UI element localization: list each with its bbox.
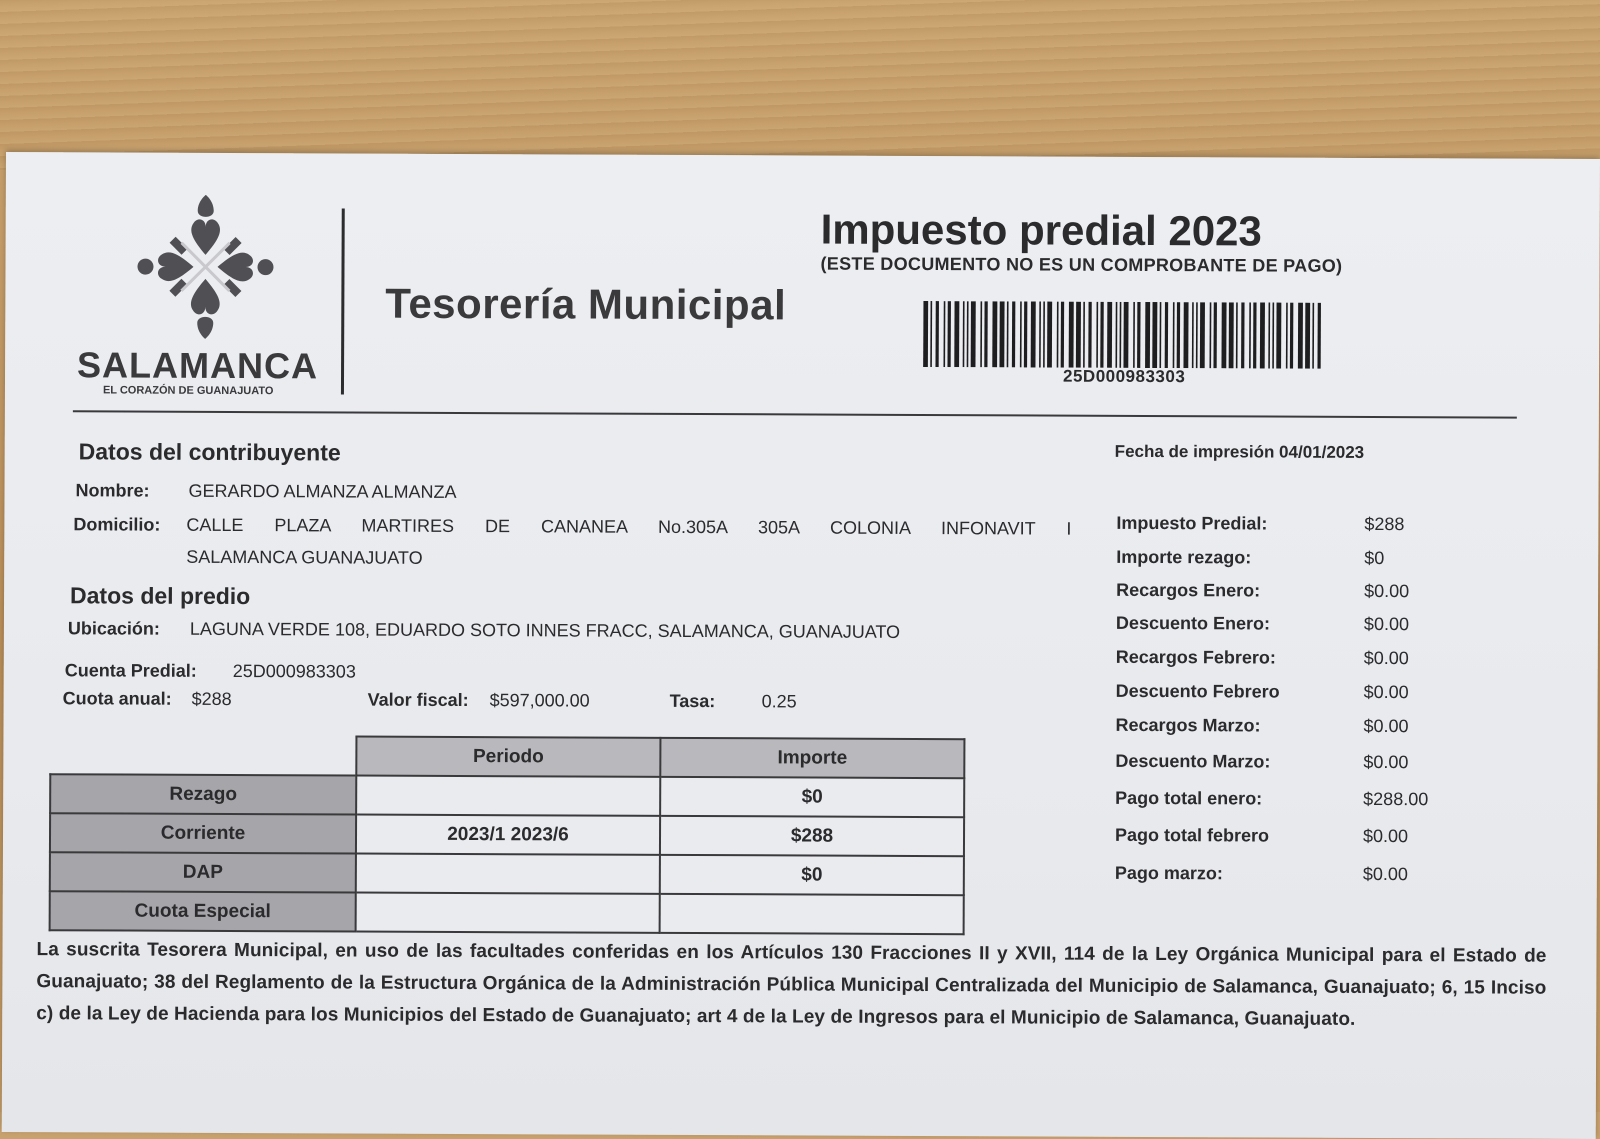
- summary-value: $0.00: [1362, 863, 1408, 885]
- domicilio-line1: CALLE PLAZA MARTIRES DE CANANEA No.305A 305A COLONIA INFONAVIT I: [186, 514, 1072, 539]
- row-importe: $288: [660, 816, 964, 856]
- summary-value: $0.00: [1363, 647, 1409, 669]
- barcode-bar: [1229, 302, 1234, 368]
- barcode-bar: [1152, 302, 1157, 368]
- barcode-bar: [984, 301, 987, 367]
- row-periodo: [356, 854, 660, 894]
- section-title-predio: Datos del predio: [70, 582, 251, 610]
- nombre-value: GERARDO ALMANZA ALMANZA: [188, 480, 457, 502]
- barcode-bar: [967, 301, 969, 367]
- barcode-bar: [1057, 302, 1059, 368]
- table-row: [50, 813, 964, 856]
- fecha-impresion: Fecha de impresión 04/01/2023: [1114, 441, 1365, 462]
- barcode-bar: [1031, 301, 1036, 367]
- summary-value: $0.00: [1362, 825, 1409, 847]
- barcode-bar: [999, 301, 1004, 367]
- summary-value: $0: [1364, 547, 1385, 569]
- tax-document: [2, 152, 1600, 1139]
- barcode-bar: [1039, 302, 1041, 368]
- row-periodo: [356, 893, 660, 933]
- table-row: [50, 774, 964, 817]
- barcode-bar: [1076, 302, 1081, 368]
- summary-value: $288: [1364, 513, 1405, 535]
- cuota-label: Cuota anual:: [62, 688, 172, 709]
- row-concepto: DAP: [50, 852, 356, 892]
- summary-row: [1116, 547, 1516, 573]
- brand-name: SALAMANCA: [76, 344, 319, 387]
- barcode-bar: [1286, 303, 1288, 369]
- barcode-bar: [1083, 302, 1085, 368]
- row-importe: $0: [660, 777, 964, 817]
- column-header-periodo: Periodo: [356, 737, 660, 777]
- barcode-bar: [1137, 302, 1140, 368]
- row-concepto: Corriente: [50, 813, 356, 853]
- barcode-bar: [1088, 302, 1091, 368]
- cuota-value: $288: [191, 688, 232, 709]
- barcode-bar: [1123, 302, 1128, 368]
- section-title-contribuyente: Datos del contribuyente: [78, 438, 341, 466]
- barcode-bar: [1236, 302, 1238, 368]
- summary-label: Pago total febrero: [1114, 824, 1270, 846]
- barcode-bar: [1317, 303, 1320, 369]
- barcode-bar: [1290, 303, 1293, 369]
- summary-row: [1115, 788, 1515, 814]
- office-name: Tesorería Municipal: [385, 279, 787, 329]
- document-title: Impuesto predial 2023: [820, 205, 1262, 255]
- domicilio-line2: SALAMANCA GUANAJUATO: [186, 546, 423, 568]
- barcode-bar: [1012, 301, 1015, 367]
- row-concepto: Rezago: [50, 774, 356, 814]
- barcode-bar: [1107, 302, 1112, 368]
- ubicacion-label: Ubicación:: [67, 618, 160, 639]
- table-corner: [50, 735, 356, 775]
- summary-row: [1116, 681, 1516, 707]
- barcode-bar: [1276, 303, 1281, 369]
- summary-row: [1115, 715, 1515, 741]
- summary-value: $0.00: [1363, 681, 1409, 703]
- row-periodo: [356, 776, 660, 816]
- barcode-icon: [923, 301, 1325, 369]
- barcode-bar: [1145, 302, 1150, 368]
- barcode-bar: [1253, 302, 1256, 368]
- summary-row: [1115, 863, 1515, 889]
- valor-label: Valor fiscal:: [367, 689, 469, 711]
- nombre-label: Nombre:: [75, 480, 150, 501]
- barcode-bar: [1173, 302, 1175, 368]
- summary-value: $0.00: [1364, 580, 1410, 602]
- header-divider: [341, 208, 345, 394]
- tasa-value: 0.25: [761, 691, 797, 712]
- summary-value: $0.00: [1363, 751, 1409, 773]
- barcode-bar: [1268, 303, 1270, 369]
- barcode-bar: [1192, 302, 1194, 368]
- barcode-bar: [971, 301, 976, 367]
- summary-value: $288.00: [1363, 788, 1429, 810]
- barcode-bar: [1183, 302, 1188, 368]
- domicilio-label: Domicilio:: [73, 514, 161, 535]
- barcode-bar: [943, 301, 945, 367]
- summary-row: [1115, 751, 1515, 777]
- summary-row: [1115, 825, 1515, 851]
- summary-row: [1116, 580, 1516, 606]
- barcode-bar: [1159, 302, 1161, 368]
- ubicacion-value: LAGUNA VERDE 108, EDUARDO SOTO INNES FRACC, SALAMANCA, GUANAJUATO: [189, 618, 901, 642]
- valor-value: $597,000.00: [489, 690, 590, 711]
- summary-label: Importe rezago:: [1116, 546, 1252, 568]
- barcode-bar: [963, 301, 965, 367]
- summary-row: [1116, 613, 1516, 639]
- table-header-row: [50, 735, 964, 778]
- salamanca-logo-icon: [135, 193, 276, 344]
- periodo-importe-table: [49, 734, 966, 935]
- barcode-bar: [1177, 302, 1180, 368]
- cuenta-value: 25D000983303: [232, 660, 356, 682]
- summary-label: Pago total enero:: [1115, 787, 1263, 809]
- barcode-bar: [947, 301, 950, 367]
- barcode-bar: [1249, 302, 1251, 368]
- barcode-bar: [1165, 302, 1168, 368]
- barcode-bar: [1119, 302, 1121, 368]
- barcode-bar: [923, 301, 928, 367]
- header-rule: [73, 410, 1517, 418]
- row-importe: $0: [660, 855, 964, 895]
- summary-label: Descuento Febrero: [1115, 680, 1280, 702]
- tasa-label: Tasa:: [669, 690, 716, 712]
- summary-label: Recargos Enero:: [1116, 579, 1261, 601]
- barcode-bar: [1115, 302, 1117, 368]
- barcode-bar: [1260, 302, 1265, 368]
- barcode-bar: [1200, 302, 1205, 368]
- barcode-bar: [1272, 303, 1274, 369]
- barcode-number: 25D000983303: [1062, 366, 1186, 387]
- row-importe: [660, 894, 964, 934]
- summary-value: $0.00: [1363, 715, 1409, 737]
- summary-row: [1116, 513, 1516, 539]
- barcode-bar: [1213, 302, 1216, 368]
- summary-label: Impuesto Predial:: [1116, 512, 1268, 534]
- barcode-bar: [1024, 301, 1027, 367]
- barcode-bar: [1196, 302, 1198, 368]
- barcode-bar: [1312, 303, 1314, 369]
- summary-row: [1116, 647, 1516, 673]
- row-concepto: Cuota Especial: [50, 891, 356, 931]
- summary-label: Recargos Febrero:: [1115, 646, 1276, 668]
- barcode-bar: [930, 301, 932, 367]
- barcode-bar: [1020, 301, 1022, 367]
- summary-label: Descuento Marzo:: [1115, 750, 1271, 772]
- barcode-bar: [1007, 301, 1009, 367]
- document-disclaimer: (ESTE DOCUMENTO NO ES UN COMPROBANTE DE PAGO): [820, 253, 1343, 276]
- barcode-bar: [935, 301, 938, 367]
- barcode-bar: [1100, 302, 1103, 368]
- wood-table-background: [0, 0, 1600, 170]
- barcode-bar: [1241, 302, 1244, 368]
- barcode-bar: [1096, 302, 1098, 368]
- barcode-bar: [1069, 302, 1074, 368]
- column-header-importe: Importe: [660, 738, 964, 778]
- barcode-bar: [1221, 302, 1226, 368]
- summary-label: Descuento Enero:: [1115, 612, 1271, 634]
- row-periodo: 2023/1 2023/6: [356, 815, 660, 855]
- barcode-bar: [1043, 302, 1045, 368]
- barcode-bar: [1047, 302, 1052, 368]
- summary-value: $0.00: [1363, 613, 1410, 635]
- summary-label: Pago marzo:: [1114, 862, 1223, 884]
- legal-text: La suscrita Tesorera Municipal, en uso de las facultades conferidas en los Artículos 130 Fracciones II y XVII, 114 de la Ley Orgánica Municipal para el Estado de Guanajuato; 38 del Reglamento de la Estructura Orgánica de la Administración Pública Municipal Centralizada del Municipio de Salamanca, Guanajuato; 6, 15 Inciso c) de la Ley de Hacienda para los Municipios del Estado de Guanajuato; art 4 de la Ley de Ingresos para el Municipio de Salamanca, Guanajuato.: [36, 939, 1547, 1030]
- cuenta-label: Cuenta Predial:: [64, 660, 197, 681]
- barcode-bar: [1209, 302, 1211, 368]
- barcode-bar: [1061, 302, 1064, 368]
- barcode-bar: [980, 301, 982, 367]
- table-row: [50, 852, 964, 895]
- barcode-bar: [992, 301, 997, 367]
- barcode-bar: [1133, 302, 1135, 368]
- barcode-bar: [1298, 303, 1303, 369]
- barcode-bar: [1305, 303, 1310, 369]
- barcode-bar: [954, 301, 959, 367]
- brand-tagline: EL CORAZÓN DE GUANAJUATO: [102, 384, 274, 398]
- table-row: [50, 891, 964, 934]
- summary-label: Recargos Marzo:: [1115, 714, 1261, 736]
